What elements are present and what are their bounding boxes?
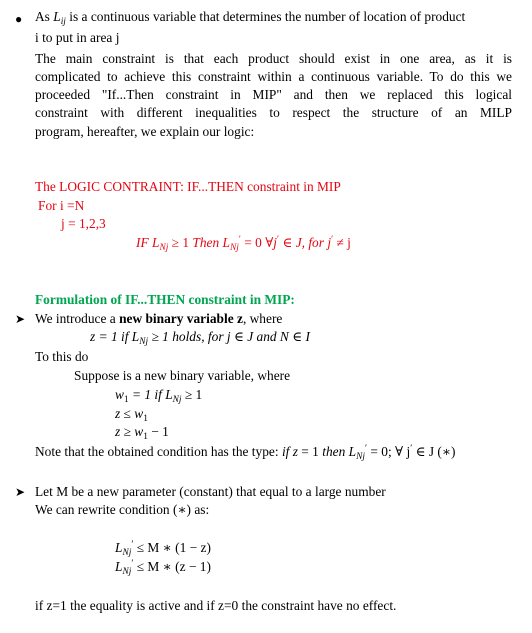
logic-for-i: For i =N <box>38 198 85 213</box>
final-sentence: if z=1 the equality is active and if z=0 the constraint have no effect. <box>35 598 397 613</box>
suppose-line: Suppose is a new binary variable, where <box>74 368 291 383</box>
formulation-intro: We introduce a new binary variable z, where <box>35 311 283 326</box>
w1-definition: $w_1 = 1$ if $L_{Nj} \ge 1$ <box>115 387 203 405</box>
para1-line7: program, hereafter, we explain our logic: <box>35 124 255 139</box>
logic-j-range: j = 1,2,3 <box>61 216 106 231</box>
para1-line6: constraint with different inequalities to respect the structure of an MILP <box>35 105 512 120</box>
bigm-equation-2: $L_{Nj}' \le M$ ∗ (z − 1) <box>115 559 211 577</box>
note-line: Note that the obtained condition has the type: if z = 1 then $L_{Nj}' = 0$; ∀ j′ ∈ J (∗) <box>35 444 456 462</box>
constraint-z-ge-w1: $z \ge w_1 - 1$ <box>115 424 169 442</box>
bigm-equation-1: $L_{Nj}' \le M$ ∗ (1 − z) <box>115 540 211 558</box>
para1-line2: i to put in area j <box>35 30 120 45</box>
constraint-z-le-w1: $z \le w_1$ <box>115 406 148 424</box>
z-definition: z = 1 if $L_{Nj} \ge 1$ holds, for j ∈ J and N ∈ I <box>90 329 310 347</box>
logic-expression: IF $L_{Nj} \ge 1$ Then $L_{Nj}' = 0$ ∀j′ ∈ J, for j′ ≠ j <box>136 235 351 253</box>
arrow-bullet-icon: ➤ <box>15 312 26 326</box>
arrow-bullet-icon: ➤ <box>15 485 26 499</box>
para1-line4: complicated to achieve this constraint within a continuous variable. To do this we <box>35 69 512 84</box>
bigm-line1: Let M be a new parameter (constant) that equal to a large number <box>35 484 386 499</box>
para1-line5: proceeded "If...Then constraint in MIP" and then we replaced this logical <box>35 87 512 102</box>
bullet-icon: ● <box>15 12 23 26</box>
para1-line3: The main constraint is that each product should exist in one area, as it is <box>35 51 512 66</box>
para1-line1: As $L_{ij}$ is a continuous variable that determines the number of location of product <box>35 9 466 27</box>
formulation-title: Formulation of IF...THEN constraint in MIP: <box>35 292 295 307</box>
logic-title: The LOGIC CONTRAINT: IF...THEN constraint in MIP <box>35 179 341 194</box>
to-do-line: To this do <box>35 349 89 364</box>
bigm-line2: We can rewrite condition (∗) as: <box>35 502 210 517</box>
